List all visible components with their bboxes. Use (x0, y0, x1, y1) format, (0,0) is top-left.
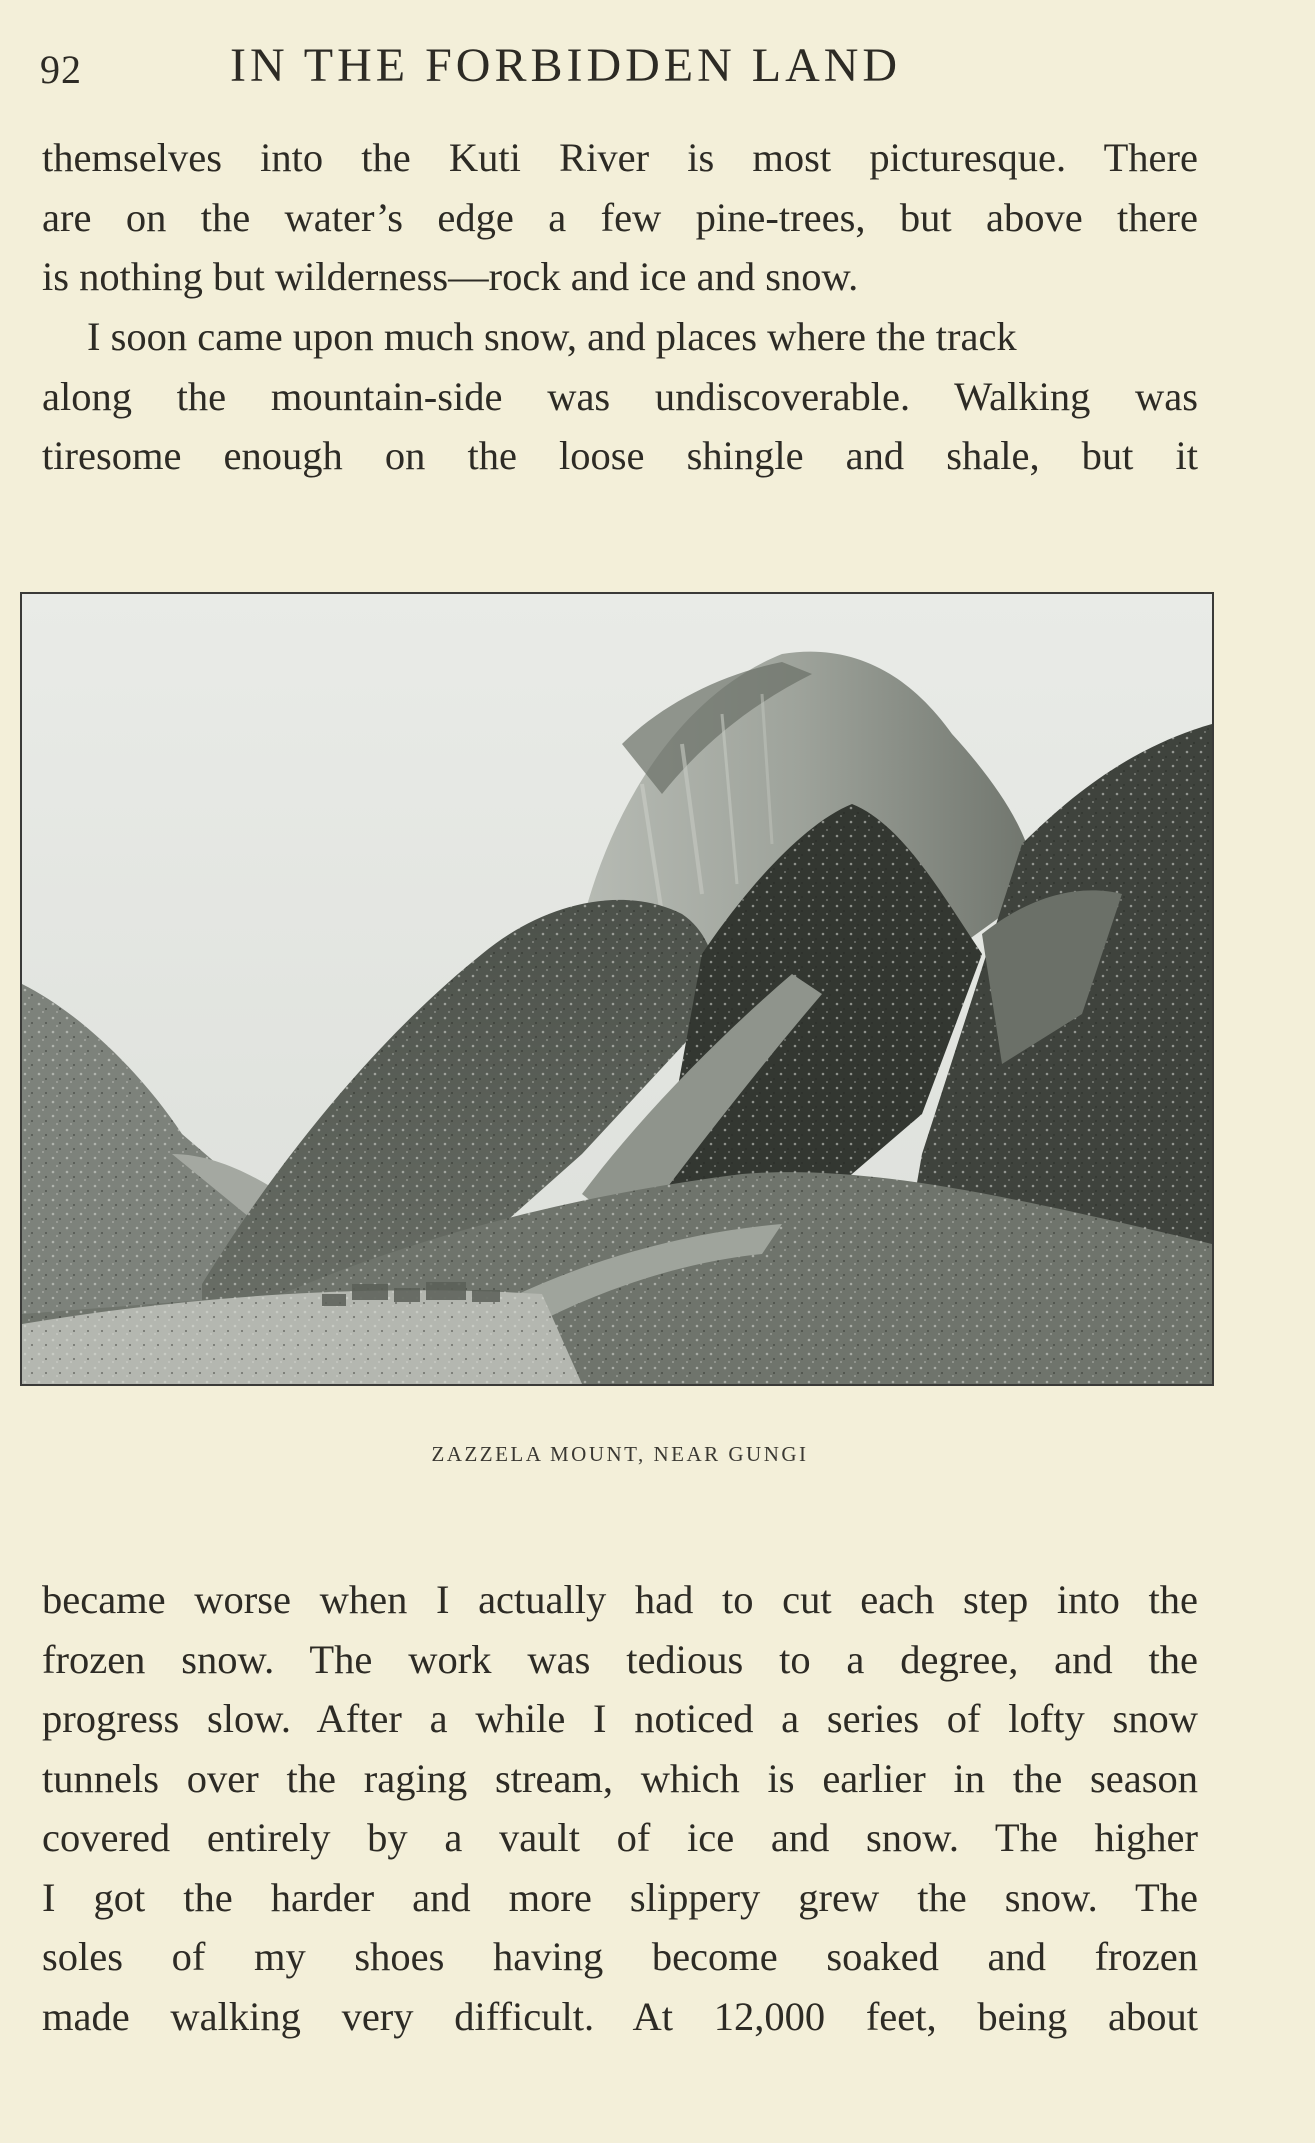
text-line: I got the harder and more slippery grew the snow. The (42, 1874, 1198, 1920)
text-line: is nothing but wilderness—rock and ice and snow. (42, 254, 859, 299)
text-line: covered entirely by a vault of ice and snow. The higher (42, 1815, 1198, 1860)
page-number: 92 (40, 47, 82, 92)
paragraph-2 (42, 307, 1198, 486)
text-line: tiresome enough on the loose shingle and shale, but it (42, 433, 1198, 478)
text-line: progress slow. After a while I noticed a series of lofty snow (42, 1696, 1198, 1741)
mountain-illustration (20, 592, 1214, 1386)
paragraph-1 (42, 128, 1198, 307)
text-line: made walking very difficult. At 12,000 feet, being about (42, 1993, 1198, 2039)
text-line: I soon came upon much snow, and places where the track (87, 314, 1017, 359)
text-line: are on the water’s edge a few pine-trees, but above there (42, 194, 1198, 240)
paragraph-3 (42, 1570, 1198, 2046)
text-line: frozen snow. The work was tedious to a degree, and the (42, 1636, 1198, 1682)
text-line: soles of my shoes having become soaked and frozen (42, 1934, 1198, 1979)
running-head (40, 38, 1210, 108)
text-line: tunnels over the raging stream, which is earlier in the season (42, 1755, 1198, 1801)
figure-caption: ZAZZELA MOUNT, NEAR GUNGI (431, 1442, 809, 1466)
mountain-drawing (22, 594, 1212, 1384)
text-line: became worse when I actually had to cut each step into the (42, 1577, 1198, 1622)
running-title: IN THE FORBIDDEN LAND (230, 39, 902, 92)
text-line: themselves into the Kuti River is most picturesque. There (42, 135, 1198, 180)
text-line: along the mountain-side was undiscoverable. Walking was (42, 373, 1198, 419)
